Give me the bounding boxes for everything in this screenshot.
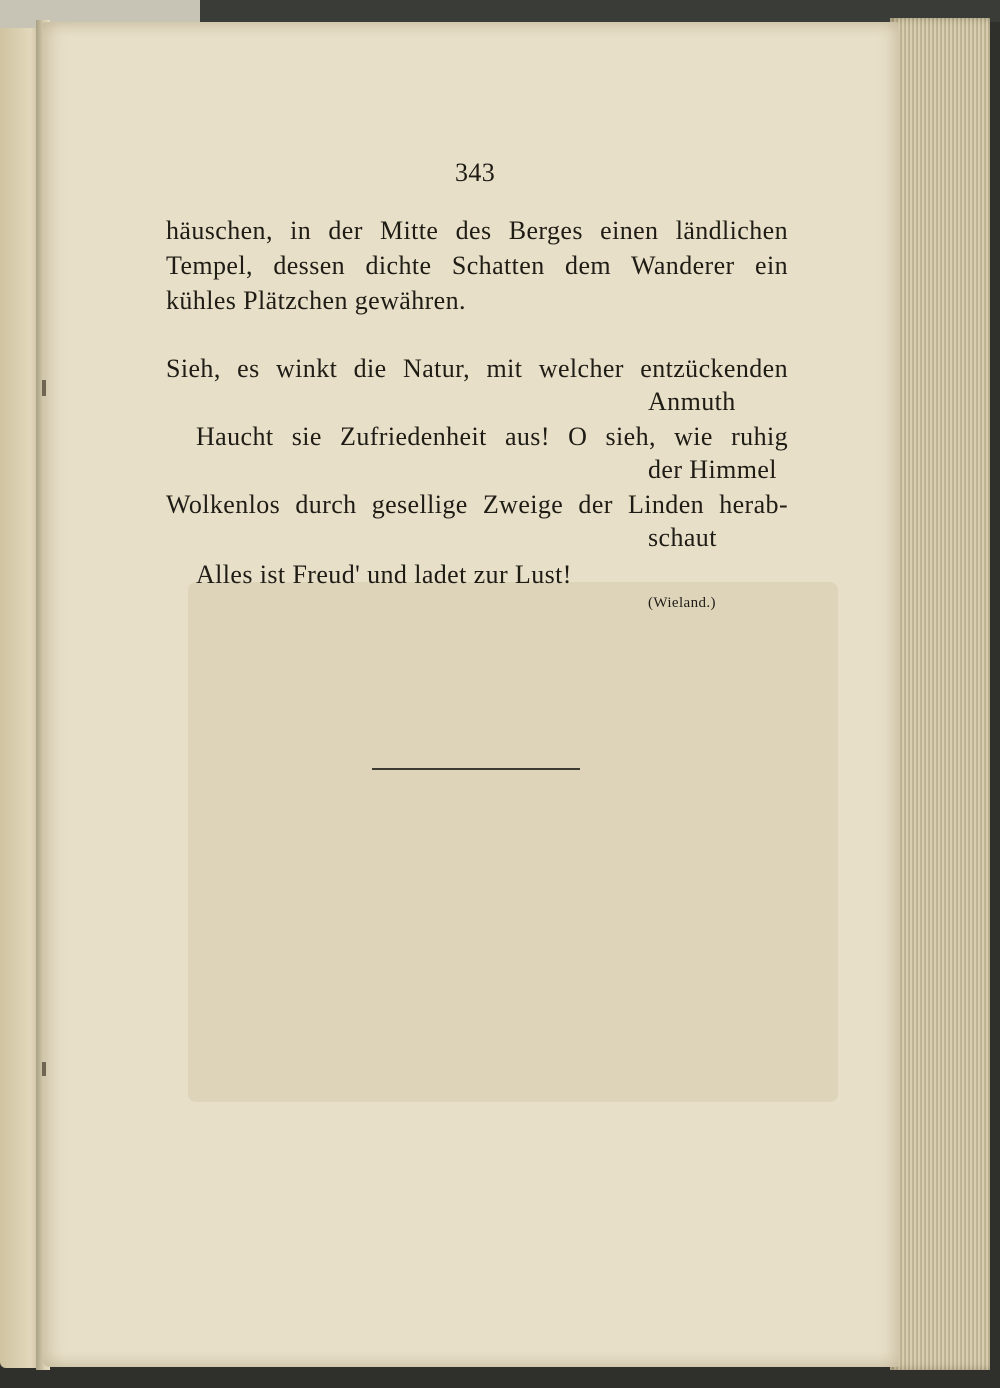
binding-mark-icon xyxy=(42,380,46,396)
verse-line-continuation: Anmuth xyxy=(648,387,736,416)
section-divider xyxy=(372,768,580,770)
page-number: 343 xyxy=(455,158,496,187)
text-line: kühles Plätzchen gewähren. xyxy=(166,286,466,315)
text-line: häuschen, in der Mitte des Berges einen ländlichen xyxy=(166,216,788,245)
verse-line-continuation: schaut xyxy=(648,523,717,552)
verse-line: Alles ist Freud' und ladet zur Lust! xyxy=(196,560,572,589)
verse-line: Haucht sie Zufriedenheit aus! O sieh, wie ruhig xyxy=(196,422,788,451)
text-line: Tempel, dessen dichte Schatten dem Wanderer ein xyxy=(166,251,788,280)
verse-line: Sieh, es winkt die Natur, mit welcher entzückenden xyxy=(166,354,788,383)
show-through-illustration xyxy=(188,582,838,1102)
page-edges xyxy=(890,18,990,1370)
binding-mark-icon xyxy=(42,1062,46,1076)
attribution: (Wieland.) xyxy=(648,595,716,611)
verse-line-continuation: der Himmel xyxy=(648,455,777,484)
verse-line: Wolkenlos durch gesellige Zweige der Linden herab- xyxy=(166,490,788,519)
